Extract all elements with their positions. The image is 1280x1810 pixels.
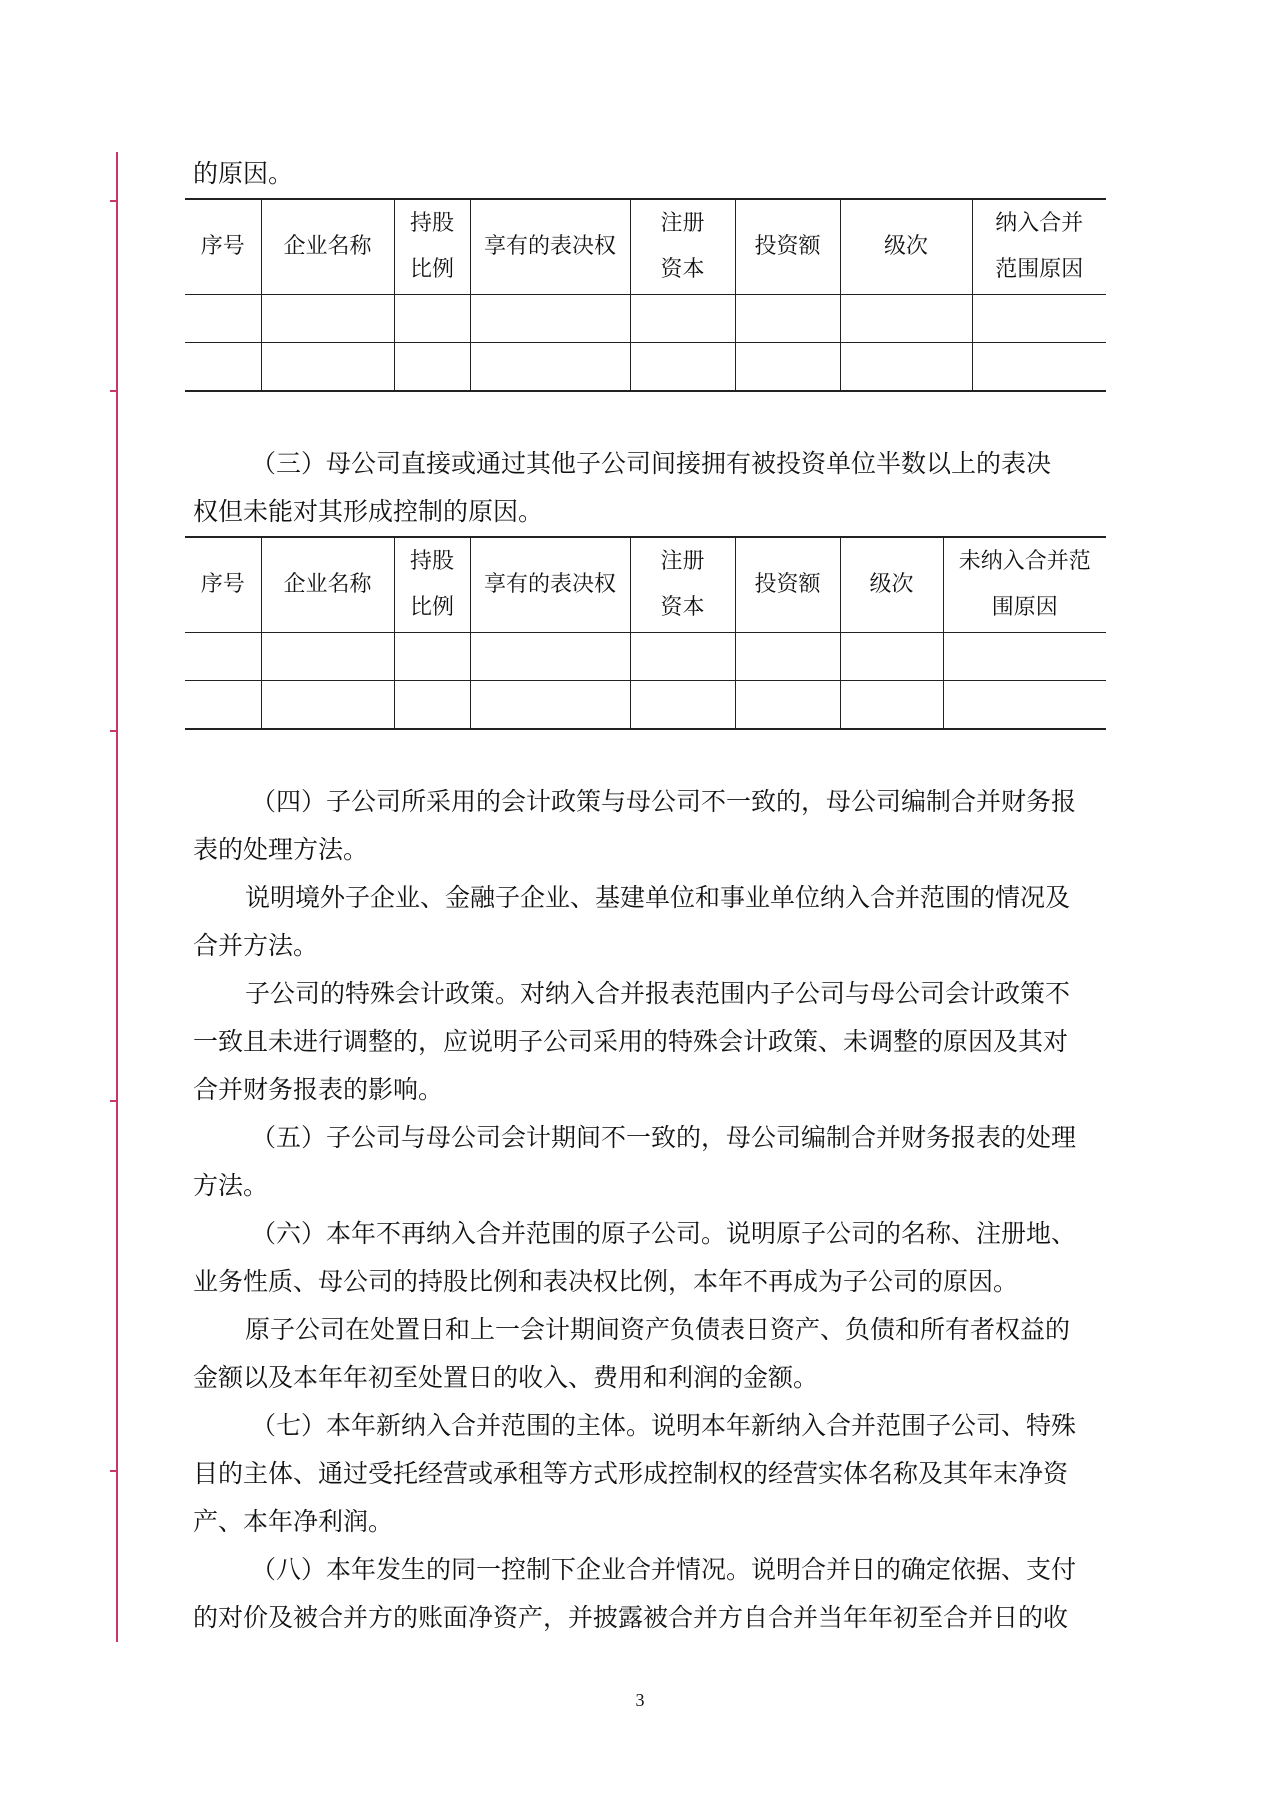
section-3-heading-cont: 权但未能对其形成控制的原因。 <box>193 497 544 526</box>
col-header-company-name: 企业名称 <box>261 199 394 295</box>
table-cell <box>185 343 261 392</box>
col-header-shareholding: 持股 比例 <box>394 537 470 633</box>
section-7-heading-cont: 目的主体、通过受托经营或承租等方式形成控制权的经营实体名称及其年末净资 <box>193 1459 1069 1488</box>
table-cell <box>185 295 261 343</box>
section-4-paragraph-2-cont: 一致且未进行调整的，应说明子公司采用的特殊会计政策、未调整的原因及其对 <box>193 1027 1069 1056</box>
table-cell <box>394 343 470 392</box>
section-7-heading-cont: 产、本年净利润。 <box>193 1507 394 1536</box>
margin-mark <box>110 1100 118 1102</box>
section-4-paragraph-1: 说明境外子企业、金融子企业、基建单位和事业单位纳入合并范围的情况及 <box>245 883 1071 912</box>
table-cell <box>261 681 394 730</box>
table-cell <box>261 633 394 681</box>
table-row <box>185 681 1106 730</box>
col-header-index: 序号 <box>185 537 261 633</box>
table-cell <box>185 681 261 730</box>
table-row <box>185 633 1106 681</box>
col-header-investment: 投资额 <box>735 199 840 295</box>
table-unconsolidated-subsidiaries <box>185 536 1106 730</box>
margin-mark <box>110 730 118 732</box>
margin-mark <box>110 1470 118 1472</box>
col-header-registered-capital: 注册 资本 <box>630 537 735 633</box>
table-cell <box>840 295 972 343</box>
table-cell <box>394 681 470 730</box>
col-header-investment: 投资额 <box>735 537 840 633</box>
spacer <box>193 730 1113 778</box>
table-header-row <box>185 537 1106 633</box>
table-cell <box>943 681 1106 730</box>
table-cell <box>470 343 630 392</box>
section-4-paragraph-2: 子公司的特殊会计政策。对纳入合并报表范围内子公司与母公司会计政策不 <box>245 979 1071 1008</box>
table-cell <box>394 633 470 681</box>
table-row <box>185 295 1106 343</box>
col-header-voting-rights: 享有的表决权 <box>470 199 630 295</box>
col-header-level: 级次 <box>840 537 943 633</box>
section-5-heading-cont: 方法。 <box>193 1171 269 1200</box>
section-8-heading-cont: 的对价及被合并方的账面净资产，并披露被合并方自合并当年年初至合并日的收 <box>193 1603 1069 1632</box>
table-consolidated-subsidiaries <box>185 198 1106 392</box>
table-cell <box>470 295 630 343</box>
table-cell <box>735 681 840 730</box>
table-cell <box>630 343 735 392</box>
table-cell <box>840 633 943 681</box>
document-page <box>193 150 1113 1642</box>
table-row <box>185 343 1106 392</box>
table-cell <box>972 295 1106 343</box>
table-cell <box>185 633 261 681</box>
col-header-level: 级次 <box>840 199 972 295</box>
section-7-heading: （七）本年新纳入合并范围的主体。说明本年新纳入合并范围子公司、特殊 <box>251 1411 1077 1440</box>
table-cell <box>394 295 470 343</box>
section-6-paragraph: 原子公司在处置日和上一会计期间资产负债表日资产、负债和所有者权益的 <box>245 1315 1071 1344</box>
table-cell <box>735 343 840 392</box>
table-cell <box>735 295 840 343</box>
section-5-heading: （五）子公司与母公司会计期间不一致的，母公司编制合并财务报表的处理 <box>251 1123 1077 1152</box>
section-6-heading: （六）本年不再纳入合并范围的原子公司。说明原子公司的名称、注册地、 <box>251 1219 1077 1248</box>
section-4-paragraph-1-cont: 合并方法。 <box>193 931 319 960</box>
spacer <box>193 392 1113 440</box>
table-cell <box>735 633 840 681</box>
table-cell <box>630 681 735 730</box>
section-4-paragraph-2-cont: 合并财务报表的影响。 <box>193 1075 444 1104</box>
col-header-voting-rights: 享有的表决权 <box>470 537 630 633</box>
table-cell <box>261 343 394 392</box>
margin-mark <box>110 200 118 202</box>
col-header-shareholding: 持股 比例 <box>394 199 470 295</box>
margin-rule <box>116 152 118 1642</box>
table-cell <box>630 633 735 681</box>
section-4-heading: （四）子公司所采用的会计政策与母公司不一致的，母公司编制合并财务报 <box>251 787 1077 816</box>
margin-mark <box>110 390 118 392</box>
table-cell <box>261 295 394 343</box>
col-header-index: 序号 <box>185 199 261 295</box>
table-cell <box>470 681 630 730</box>
col-header-non-consolidation-reason: 未纳入合并范 围原因 <box>943 537 1106 633</box>
table-cell <box>943 633 1106 681</box>
section-3-heading: （三）母公司直接或通过其他子公司间接拥有被投资单位半数以上的表决 <box>251 449 1052 478</box>
section-6-heading-cont: 业务性质、母公司的持股比例和表决权比例，本年不再成为子公司的原因。 <box>193 1267 1019 1296</box>
table-cell <box>840 343 972 392</box>
table-cell <box>972 343 1106 392</box>
table-header-row <box>185 199 1106 295</box>
col-header-registered-capital: 注册 资本 <box>630 199 735 295</box>
section-4-heading-cont: 表的处理方法。 <box>193 835 369 864</box>
table-cell <box>470 633 630 681</box>
table-cell <box>630 295 735 343</box>
col-header-company-name: 企业名称 <box>261 537 394 633</box>
section-6-paragraph-cont: 金额以及本年年初至处置日的收入、费用和利润的金额。 <box>193 1363 819 1392</box>
section-8-heading: （八）本年发生的同一控制下企业合并情况。说明合并日的确定依据、支付 <box>251 1555 1077 1584</box>
page-number: 3 <box>635 1690 645 1710</box>
intro-fragment: 的原因。 <box>193 159 294 188</box>
table-cell <box>840 681 943 730</box>
col-header-consolidation-reason: 纳入合并 范围原因 <box>972 199 1106 295</box>
